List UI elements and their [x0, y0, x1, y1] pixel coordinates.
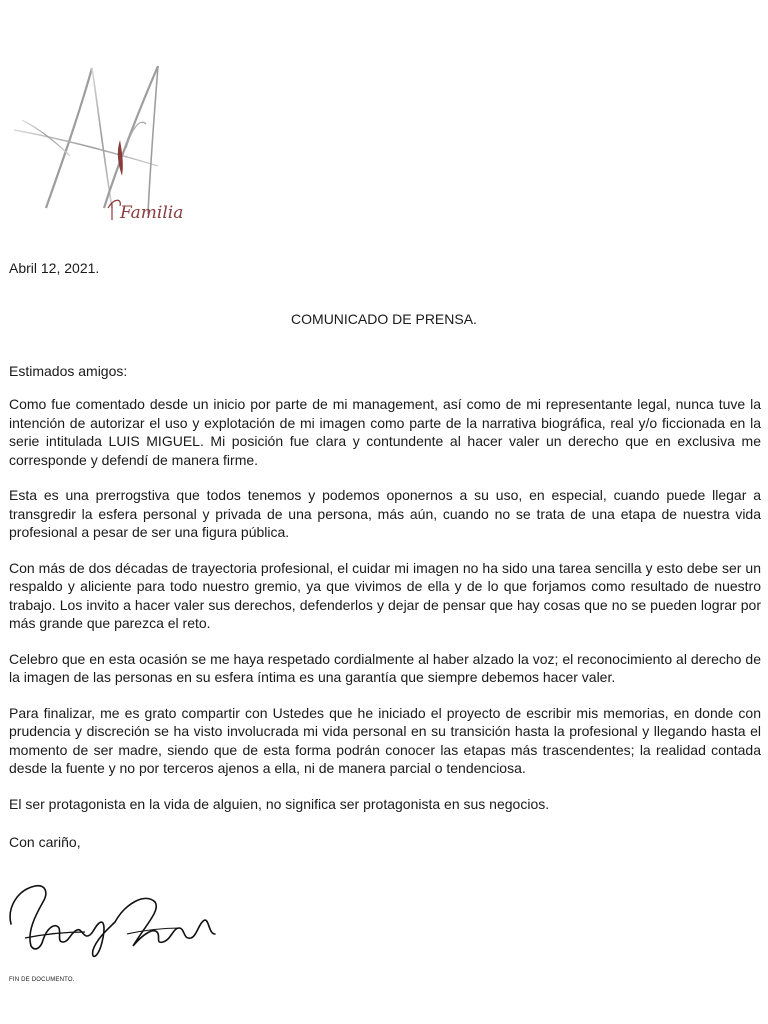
end-of-document-note: FIN DE DOCUMENTO.	[9, 977, 75, 983]
letter-body	[9, 395, 761, 830]
paragraph: Celebro que en esta ocasión se me haya respetado cordialmente al haber alzado la voz; el reconocimiento al derecho de la imagen de las personas en su esfera íntima es una garantía que siempre debemos hacer valer.	[9, 650, 761, 685]
handwritten-signature	[5, 862, 220, 962]
paragraph: Con más de dos décadas de trayectoria profesional, el cuidar mi imagen no ha sido una tarea sencilla y esto debe ser un respaldo y aliciente para todo nuestro gremio, ya que vivimos de ella y de lo que forjamos como resultado de nuestro trabajo. Los invito a hacer valer sus derechos, defenderlos y dejar de pensar que hay cosas que no se pueden lograr por más grande que parezca el reto.	[9, 559, 761, 631]
letter-date: Abril 12, 2021.	[9, 260, 100, 276]
logo-mark-icon	[8, 48, 200, 232]
svg-text:Familia: Familia	[120, 203, 184, 223]
paragraph: Como fue comentado desde un inicio por parte de mi management, así como de mi representante legal, nunca tuve la intención de autorizar el uso y explotación de mi imagen como parte de la narrativa biográfica, real y/o ficcionada en la serie intitulada LUIS MIGUEL. Mi posición fue clara y contundente al hacer valer un derecho que en exclusiva me corresponde y defendí de manera firme.	[9, 396, 761, 468]
family-logo	[8, 48, 200, 232]
salutation: Estimados amigos:	[9, 363, 128, 379]
paragraph: El ser protagonista en la vida de alguien, no significa ser protagonista en sus negocios.	[9, 795, 550, 812]
closing: Con cariño,	[9, 834, 81, 850]
paragraph: Para finalizar, me es grato compartir con Ustedes que he iniciado el proyecto de escribir mis memorias, en donde con prudencia y discreción se ha visto involucrada mi vida personal en su transición hasta la profesional y llegando hasta el momento de ser madre, siendo que de esta forma podrán conocer las etapas más trascendentes; la realidad contada desde la fuente y no por terceros ajenos a ella, ni de manera parcial o tendenciosa.	[9, 704, 761, 776]
press-release-heading: COMUNICADO DE PRENSA.	[291, 311, 477, 327]
paragraph: Esta es una prerrogstiva que todos tenemos y podemos oponernos a su uso, en especial, cuando puede llegar a transgredir la esfera personal y privada de una persona, más aún, cuando no se trata de una etapa de nuestra vida profesional a pesar de ser una figura pública.	[9, 487, 761, 540]
